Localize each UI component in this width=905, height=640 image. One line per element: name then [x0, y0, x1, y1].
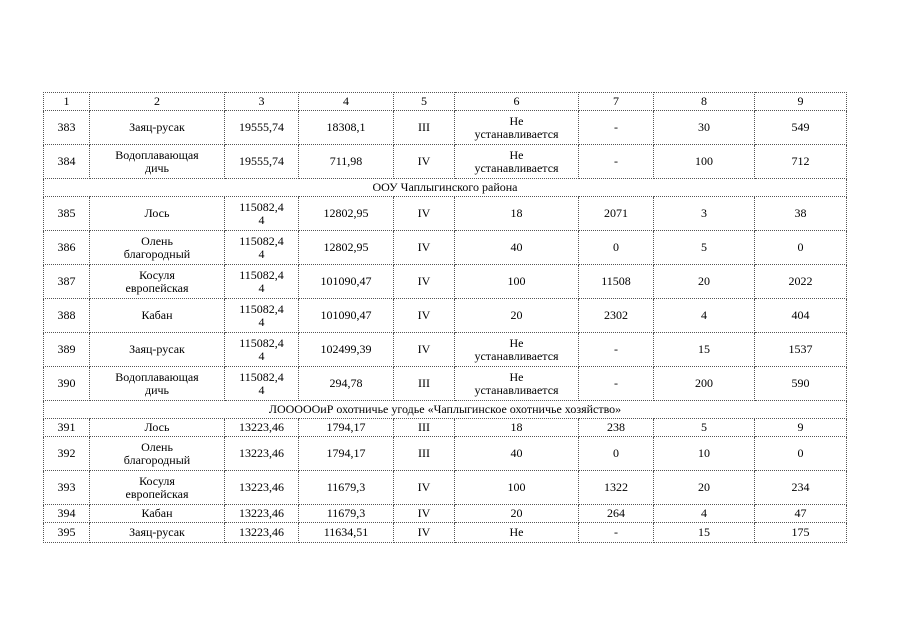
- table-cell: 394: [44, 505, 90, 523]
- table-cell: 15: [654, 333, 755, 367]
- table-row: [44, 111, 847, 145]
- table-cell: 4: [654, 505, 755, 523]
- table-cell: 13223,46: [225, 419, 299, 437]
- table-cell: 391: [44, 419, 90, 437]
- table-cell: 38: [755, 197, 847, 231]
- table-cell: IV: [394, 231, 455, 265]
- table-cell: Не: [455, 523, 579, 543]
- table-cell: IV: [394, 197, 455, 231]
- header-cell: 3: [225, 93, 299, 111]
- table-cell: Косуля европейская: [90, 471, 225, 505]
- header-cell: 8: [654, 93, 755, 111]
- table-cell: 115082,4 4: [225, 197, 299, 231]
- table-cell: 10: [654, 437, 755, 471]
- header-cell: 7: [579, 93, 654, 111]
- table-cell: 13223,46: [225, 505, 299, 523]
- section-title: ЛОООООиР охотничье угодье «Чаплыгинское охотничье хозяйство»: [44, 401, 847, 419]
- header-cell: 9: [755, 93, 847, 111]
- table-cell: 19555,74: [225, 145, 299, 179]
- table-cell: 712: [755, 145, 847, 179]
- table-cell: Водоплавающая дичь: [90, 145, 225, 179]
- table-cell: IV: [394, 333, 455, 367]
- section-header-row: [44, 401, 847, 419]
- header-cell: 4: [299, 93, 394, 111]
- table-cell: IV: [394, 523, 455, 543]
- table-cell: 115082,4 4: [225, 299, 299, 333]
- table-cell: IV: [394, 265, 455, 299]
- table-cell: 19555,74: [225, 111, 299, 145]
- table-cell: Не устанавливается: [455, 333, 579, 367]
- table-cell: Заяц-русак: [90, 333, 225, 367]
- table-cell: 100: [455, 471, 579, 505]
- data-table: [43, 92, 847, 543]
- table-cell: 13223,46: [225, 437, 299, 471]
- table-cell: -: [579, 145, 654, 179]
- table-cell: Не устанавливается: [455, 111, 579, 145]
- table-cell: 390: [44, 367, 90, 401]
- table-row: [44, 333, 847, 367]
- table-cell: 175: [755, 523, 847, 543]
- table-cell: 101090,47: [299, 265, 394, 299]
- table-cell: 9: [755, 419, 847, 437]
- table-cell: Не устанавливается: [455, 145, 579, 179]
- table-cell: III: [394, 367, 455, 401]
- table-cell: IV: [394, 145, 455, 179]
- header-cell: 6: [455, 93, 579, 111]
- section-header-row: [44, 179, 847, 197]
- table-cell: 18: [455, 197, 579, 231]
- table-row: [44, 145, 847, 179]
- table-cell: -: [579, 111, 654, 145]
- header-cell: 5: [394, 93, 455, 111]
- table-cell: 100: [455, 265, 579, 299]
- table-cell: Олень благородный: [90, 437, 225, 471]
- table-cell: 404: [755, 299, 847, 333]
- table-cell: 20: [654, 471, 755, 505]
- table-cell: 1794,17: [299, 437, 394, 471]
- table-row: [44, 471, 847, 505]
- table-cell: 115082,4 4: [225, 333, 299, 367]
- table-cell: Лось: [90, 197, 225, 231]
- table-cell: 15: [654, 523, 755, 543]
- table-cell: -: [579, 523, 654, 543]
- table-cell: 200: [654, 367, 755, 401]
- table-cell: 115082,4 4: [225, 265, 299, 299]
- table-cell: 13223,46: [225, 471, 299, 505]
- table-cell: 13223,46: [225, 523, 299, 543]
- table-cell: 0: [579, 437, 654, 471]
- table-cell: Заяц-русак: [90, 523, 225, 543]
- section-title: ООУ Чаплыгинского района: [44, 179, 847, 197]
- table-row: [44, 231, 847, 265]
- table-cell: 384: [44, 145, 90, 179]
- table-cell: 18308,1: [299, 111, 394, 145]
- table-cell: Кабан: [90, 299, 225, 333]
- table-cell: 30: [654, 111, 755, 145]
- table-cell: 47: [755, 505, 847, 523]
- table-cell: III: [394, 419, 455, 437]
- table-cell: 383: [44, 111, 90, 145]
- table-cell: 11679,3: [299, 471, 394, 505]
- table-cell: 264: [579, 505, 654, 523]
- table-cell: 0: [579, 231, 654, 265]
- table-cell: 2022: [755, 265, 847, 299]
- table-cell: 40: [455, 231, 579, 265]
- table-cell: 393: [44, 471, 90, 505]
- table-cell: 100: [654, 145, 755, 179]
- table-cell: 20: [654, 265, 755, 299]
- table-row: [44, 265, 847, 299]
- table-cell: 234: [755, 471, 847, 505]
- table-cell: 5: [654, 419, 755, 437]
- table-cell: 11679,3: [299, 505, 394, 523]
- table-cell: 4: [654, 299, 755, 333]
- table-row: [44, 419, 847, 437]
- table-cell: 1322: [579, 471, 654, 505]
- table-cell: -: [579, 333, 654, 367]
- table-cell: 101090,47: [299, 299, 394, 333]
- table-cell: 115082,4 4: [225, 231, 299, 265]
- table-cell: 238: [579, 419, 654, 437]
- table-cell: Заяц-русак: [90, 111, 225, 145]
- table-cell: 388: [44, 299, 90, 333]
- table-cell: 711,98: [299, 145, 394, 179]
- table-cell: III: [394, 437, 455, 471]
- table-cell: III: [394, 111, 455, 145]
- table-cell: 115082,4 4: [225, 367, 299, 401]
- table-cell: 20: [455, 299, 579, 333]
- table-cell: Лось: [90, 419, 225, 437]
- table-row: [44, 197, 847, 231]
- table-cell: 294,78: [299, 367, 394, 401]
- table-cell: 11634,51: [299, 523, 394, 543]
- table-row: [44, 505, 847, 523]
- table-body: [44, 93, 847, 543]
- table-row: [44, 367, 847, 401]
- table-cell: Не устанавливается: [455, 367, 579, 401]
- table-cell: 395: [44, 523, 90, 543]
- table-cell: 2071: [579, 197, 654, 231]
- table-cell: 387: [44, 265, 90, 299]
- table-cell: 20: [455, 505, 579, 523]
- table-cell: 549: [755, 111, 847, 145]
- table-cell: 1537: [755, 333, 847, 367]
- table-cell: 386: [44, 231, 90, 265]
- table-cell: 0: [755, 437, 847, 471]
- table-cell: 385: [44, 197, 90, 231]
- table-cell: 40: [455, 437, 579, 471]
- table-row: [44, 523, 847, 543]
- table-cell: 0: [755, 231, 847, 265]
- table-cell: 11508: [579, 265, 654, 299]
- table-cell: Кабан: [90, 505, 225, 523]
- table-cell: 12802,95: [299, 197, 394, 231]
- table-cell: 102499,39: [299, 333, 394, 367]
- table-cell: 392: [44, 437, 90, 471]
- table-cell: IV: [394, 299, 455, 333]
- table-row: [44, 299, 847, 333]
- table-cell: -: [579, 367, 654, 401]
- header-row: [44, 93, 847, 111]
- table-cell: 5: [654, 231, 755, 265]
- table-cell: 1794,17: [299, 419, 394, 437]
- table-cell: IV: [394, 505, 455, 523]
- header-cell: 1: [44, 93, 90, 111]
- table-cell: 590: [755, 367, 847, 401]
- table-cell: 2302: [579, 299, 654, 333]
- table-row: [44, 437, 847, 471]
- table-cell: Водоплавающая дичь: [90, 367, 225, 401]
- table-cell: 389: [44, 333, 90, 367]
- table-cell: 3: [654, 197, 755, 231]
- table-cell: 12802,95: [299, 231, 394, 265]
- table-cell: Олень благородный: [90, 231, 225, 265]
- table-cell: 18: [455, 419, 579, 437]
- header-cell: 2: [90, 93, 225, 111]
- table-cell: Косуля европейская: [90, 265, 225, 299]
- table-cell: IV: [394, 471, 455, 505]
